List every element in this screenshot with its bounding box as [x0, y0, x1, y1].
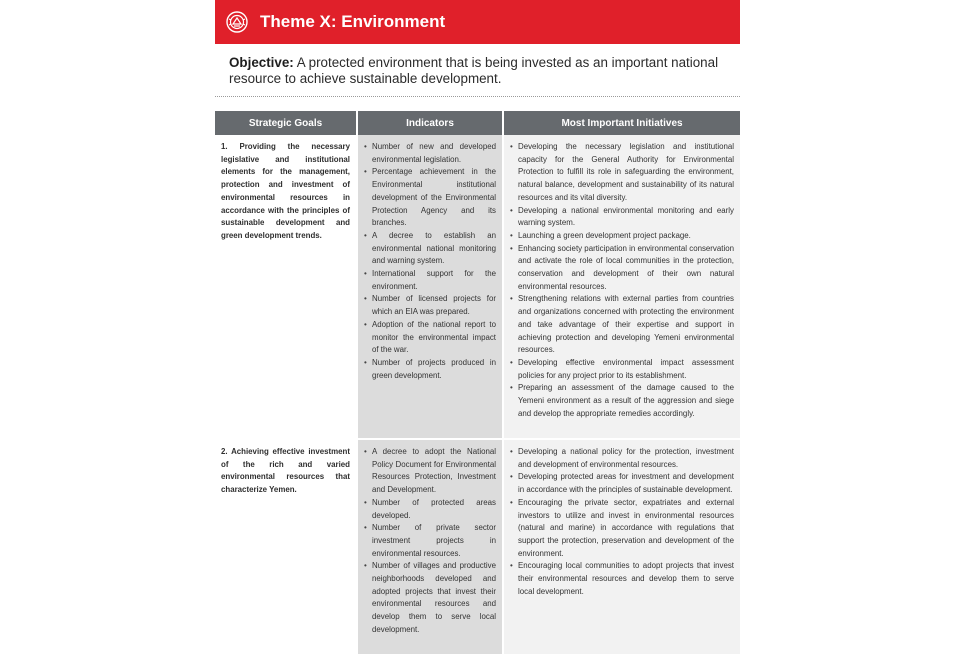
initiatives-cell — [503, 439, 740, 654]
list-item: • A decree to adopt the National Policy Document for Environmental Resources Protection, Investment and Development. — [364, 446, 496, 497]
goal-cell — [215, 135, 357, 439]
objective-box — [215, 44, 740, 97]
header-strategic-goals: Strategic Goals — [215, 111, 357, 135]
indicators-cell — [357, 439, 503, 654]
initiatives-list — [510, 446, 734, 598]
list-item: • Encouraging the private sector, expatriates and external investors to utilize and invest in environmental resources (natural and marine) in accordance with regulations that support the protection, preservation and development of the environment. — [510, 497, 734, 561]
list-item: • Developing effective environmental impact assessment policies for any project prior to its establishment. — [510, 357, 734, 382]
table-row — [215, 439, 740, 654]
environment-emblem-icon — [226, 11, 248, 33]
indicators-list — [364, 141, 496, 382]
goal-text: 1. Providing the necessary legislative and institutional elements for the management, protection and investment of environmental resources in accordance with the principles of sustainable development and green development trends. — [221, 142, 350, 240]
goal-cell — [215, 439, 357, 654]
table-header-row — [215, 111, 740, 135]
list-item: • Developing protected areas for investment and development in accordance with the principles of sustainable development. — [510, 471, 734, 496]
objective-text: A protected environment that is being invested as an important national resource to achieve sustainable development. — [229, 55, 719, 86]
objective-statement — [229, 55, 734, 87]
list-item: • Number of protected areas developed. — [364, 497, 496, 522]
goal-text: 2. Achieving effective investment of the rich and varied environmental resources that characterize Yemen. — [221, 447, 350, 495]
list-item: • Percentage achievement in the Environmental institutional development of the Environmental Protection Agency and its branches. — [364, 166, 496, 230]
indicators-cell — [357, 135, 503, 439]
table-row — [215, 135, 740, 439]
document-page — [215, 0, 740, 640]
list-item: • Developing a national policy for the protection, investment and development of environmental resources. — [510, 446, 734, 471]
list-item: • Number of private sector investment projects in environmental resources. — [364, 522, 496, 560]
indicators-list — [364, 446, 496, 637]
list-item: • Enhancing society participation in environmental conservation and activate the role of local communities in the protection, conservation and development of their own natural environmental resources. — [510, 243, 734, 294]
list-item: • Strengthening relations with external parties from countries and organizations concerned with protecting the environment and take advantage of their expertise and support in achieving protection and developing Yemeni environmental resources. — [510, 293, 734, 357]
list-item: • Encouraging local communities to adopt projects that invest their environmental resources and develop them to serve local development. — [510, 560, 734, 598]
list-item: • A decree to establish an environmental national monitoring and warning system. — [364, 230, 496, 268]
initiatives-list — [510, 141, 734, 420]
list-item: • Developing the necessary legislation and institutional capacity for the General Authority for Environmental Protection to fulfill its role in safeguarding the environment, natural balance, development and sustainability of its natural resources and its vital diversity. — [510, 141, 734, 205]
list-item: • Adoption of the national report to monitor the environmental impact of the war. — [364, 319, 496, 357]
header-initiatives: Most Important Initiatives — [503, 111, 740, 135]
list-item: • Number of new and developed environmental legislation. — [364, 141, 496, 166]
objective-label: Objective: — [229, 55, 294, 70]
initiatives-cell — [503, 135, 740, 439]
list-item: • International support for the environment. — [364, 268, 496, 293]
list-item: • Number of projects produced in green development. — [364, 357, 496, 382]
list-item: • Number of licensed projects for which an EIA was prepared. — [364, 293, 496, 318]
list-item: • Launching a green development project package. — [510, 230, 734, 243]
strategy-table — [215, 111, 740, 654]
list-item: • Preparing an assessment of the damage caused to the Yemeni environment as a result of the aggression and siege and develop the appropriate remedies accordingly. — [510, 382, 734, 420]
theme-header-bar — [215, 0, 740, 44]
page-title: Theme X: Environment — [260, 12, 446, 31]
list-item: • Developing a national environmental monitoring and early warning system. — [510, 205, 734, 230]
list-item: • Number of villages and productive neighborhoods developed and adopted projects that invest their environmental resources and develop them to serve local development. — [364, 560, 496, 636]
header-indicators: Indicators — [357, 111, 503, 135]
